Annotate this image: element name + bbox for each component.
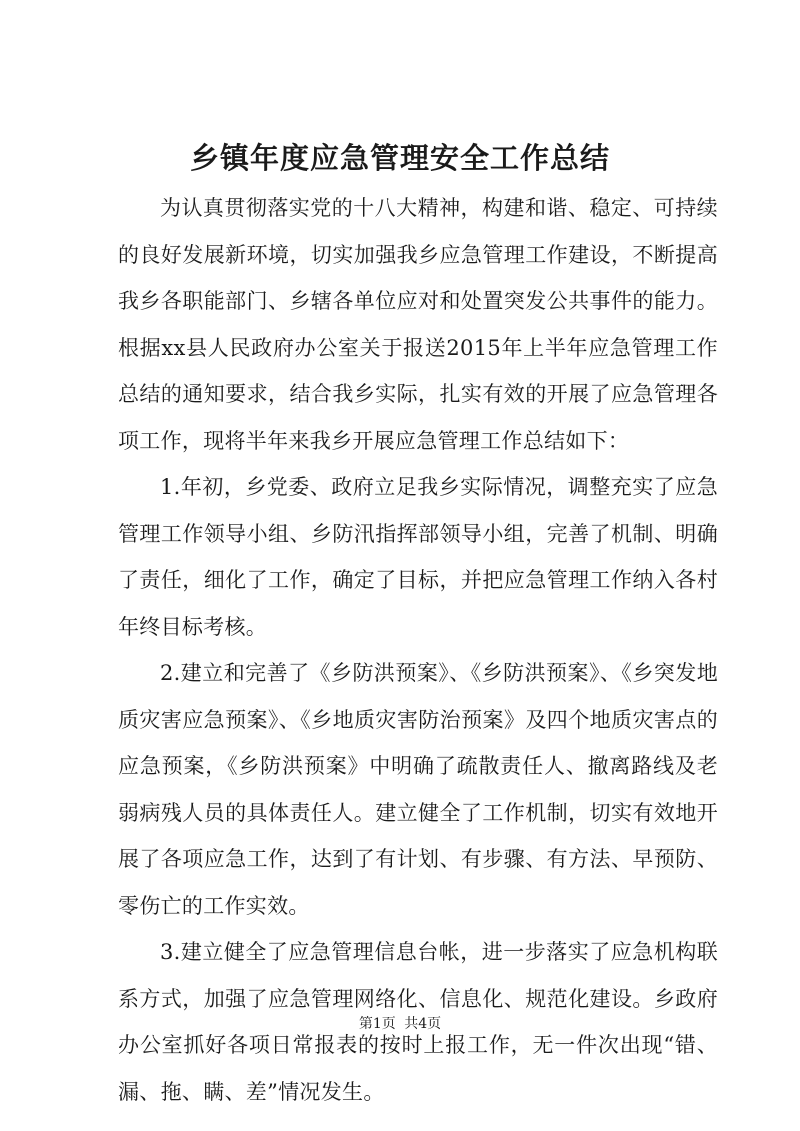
paragraph-item-2: 2.建立和完善了《乡防洪预案》、《乡防洪预案》、《乡突发地质灾害应急预案》、《乡地质灾害防治预案》及四个地质灾害点的应急预案，《乡防洪预案》中明确了疏散责任人、撤离路线及老弱病残人员的具体责任人。建立健全了工作机制，切实有效地开展了各项应急工作，达到了有计划、有步骤、有方法、早预防、零伤亡的工作实效。 bbox=[118, 661, 718, 918]
page-footer bbox=[0, 1014, 800, 1034]
paragraph-intro: 为认真贯彻落实党的十八大精神，构建和谐、稳定、可持续的良好发展新环境，切实加强我乡应急管理工作建设，不断提高我乡各职能部门、乡辖各单位应对和处置突发公共事件的能力。根据xx县人民政府办公室关于报送2015年上半年应急管理工作总结的通知要求，结合我乡实际，扎实有效的开展了应急管理各项工作，现将半年来我乡开展应急管理工作总结如下： bbox=[118, 196, 718, 453]
page-total: 共4页 bbox=[404, 1016, 442, 1032]
document-title: 乡镇年度应急管理安全工作总结 bbox=[189, 141, 610, 175]
page-number: 第1页 bbox=[358, 1016, 396, 1032]
paragraph-item-1: 1.年初，乡党委、政府立足我乡实际情况，调整充实了应急管理工作领导小组、乡防汛指挥部领导小组，完善了机制、明确了责任，细化了工作，确定了目标，并把应急管理工作纳入各村年终目标考核。 bbox=[118, 475, 718, 639]
document-body bbox=[118, 185, 718, 1115]
paragraph-item-3: 3.建立健全了应急管理信息台帐，进一步落实了应急机构联系方式，加强了应急管理网络化、信息化、规范化建设。乡政府办公室抓好各项日常报表的按时上报工作，无一件次出现“错、漏、拖、瞒、差”情况发生。 bbox=[118, 940, 718, 1104]
